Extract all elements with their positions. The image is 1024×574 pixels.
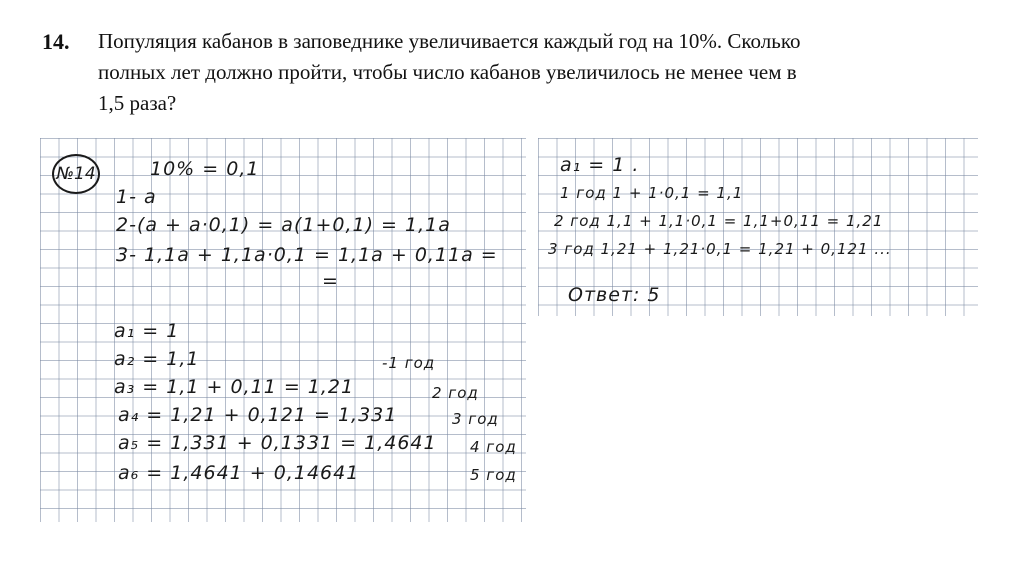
- handwritten-line: 3- 1,1a + 1,1a·0,1 = 1,1a + 0,11a =: [116, 244, 498, 266]
- handwritten-line: 1- a: [116, 186, 157, 208]
- problem-number: 14.: [42, 29, 70, 54]
- handwritten-line: 10% = 0,1: [150, 158, 260, 180]
- sequence-term: a₅ = 1,331 + 0,1331 = 1,4641: [118, 432, 437, 454]
- sequence-term: a₃ = 1,1 + 0,11 = 1,21: [114, 376, 355, 398]
- sequence-year: 5 год: [470, 466, 517, 484]
- sequence-term: a₆ = 1,4641 + 0,14641: [118, 462, 360, 484]
- handwritten-line: 2-(a + a·0,1) = a(1+0,1) = 1,1a: [116, 214, 451, 236]
- problem-statement: [42, 26, 802, 119]
- handwritten-line: a₁ = 1 .: [560, 154, 640, 176]
- answer: Ответ: 5: [568, 284, 661, 306]
- sequence-year: 3 год: [452, 410, 499, 428]
- problem-text: Популяция кабанов в заповеднике увеличивается каждый год на 10%. Сколько полных лет должно пройти, чтобы число кабанов увеличилось не менее чем в 1,5 раза?: [98, 29, 801, 115]
- handwritten-line: =: [322, 270, 339, 292]
- handwritten-line: 3 год 1,21 + 1,21·0,1 = 1,21 + 0,121 ...: [548, 240, 892, 258]
- sequence-year: 4 год: [470, 438, 517, 456]
- handwritten-line: 1 год 1 + 1·0,1 = 1,1: [560, 184, 744, 202]
- sequence-term: a₁ = 1: [114, 320, 180, 342]
- handwritten-line: 2 год 1,1 + 1,1·0,1 = 1,1+0,11 = 1,21: [554, 212, 884, 230]
- sequence-term: a₄ = 1,21 + 0,121 = 1,331: [118, 404, 398, 426]
- task-number-circle: №14: [52, 154, 100, 194]
- sequence-year: 2 год: [432, 384, 479, 402]
- sequence-term: a₂ = 1,1: [114, 348, 200, 370]
- sequence-year: -1 год: [382, 354, 436, 372]
